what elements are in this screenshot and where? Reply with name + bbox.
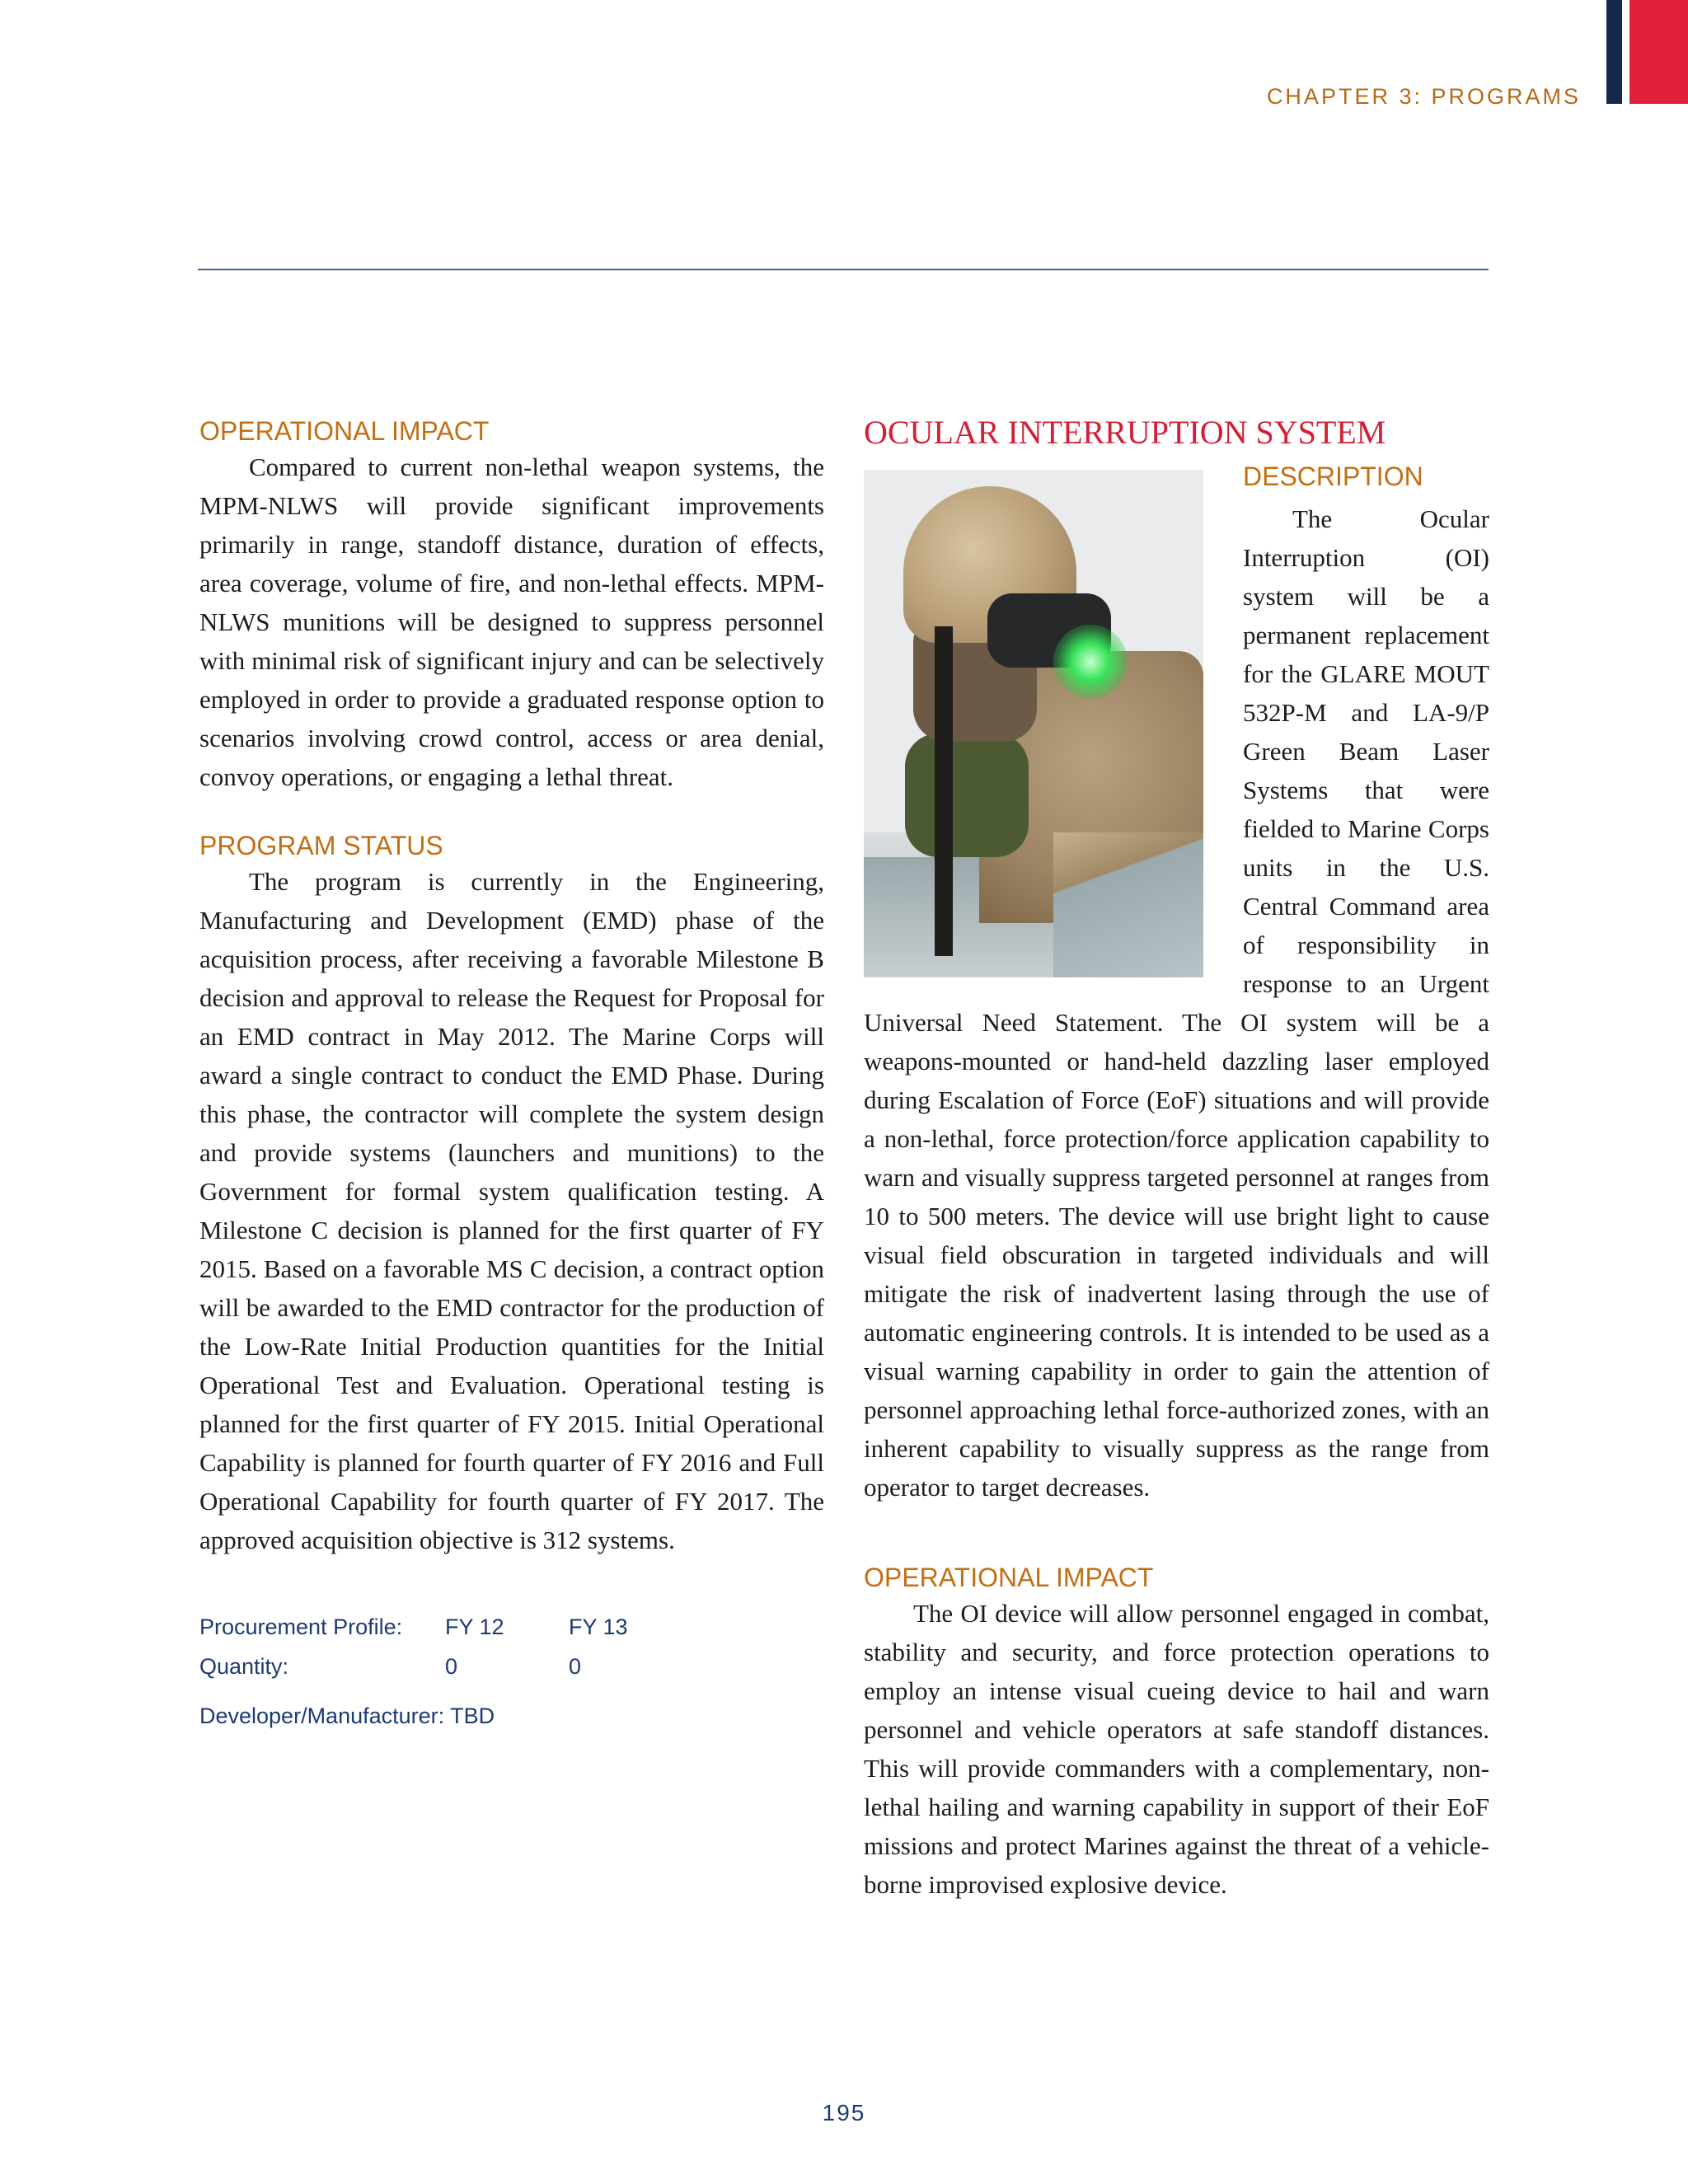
page-number: 195 xyxy=(822,2100,866,2125)
oi-operational-impact-text: The OI device will allow personnel engaged in combat, stability and security, and force protection operations to employ an intense visual cueing device to hail and warn personnel and vehicle operators at safe standoff distances. This will provide commanders with a complementary, non-lethal hailing and warning capability in support of their EoF missions and protect Marines against the threat of a vehicle-borne improvised explosive device. xyxy=(864,1599,1489,1899)
header-rule xyxy=(198,269,1489,270)
oi-operational-impact-heading: OPERATIONAL IMPACT xyxy=(864,1563,1154,1592)
description-text: The Ocular Interruption (OI) system will be a permanent replacement for the GLARE MOUT 532P-M and LA-9/P Green Beam Laser Systems that were fielded to Marine Corps units in the U.S. Central Command area of responsibility in response to an Urgent Universal Need Statement. The OI system will be a weapons-mounted or hand-held dazzling laser employed during Escalation of Force (EoF) situations and will provide a non-lethal, force protection/force application capability to warn and visually suppress targeted personnel at ranges from 10 to 500 meters. The device will use bright light to cause visual field obscuration in targeted individuals and will mitigate the risk of inadvertent lasing through the use of automatic engineering controls. It is intended to be used as a visual warning capability in order to gain the attention of personnel approaching lethal force-authorized zones, with an inherent capability to visually suppress as the range from operator to target decreases. xyxy=(864,504,1489,1502)
procurement-profile xyxy=(199,1607,824,1736)
operational-impact-text: Compared to current non-lethal weapon systems, the MPM-NLWS will provide significant improvements primarily in range, standoff distance, duration of effects, area coverage, volume of fire, and non-lethal effects. MPM-NLWS munitions will be designed to suppress personnel with minimal risk of significant injury and can be selectively employed in order to provide a graduated response option to scenarios involving crowd control, access or area denial, convoy operations, or engaging a lethal threat. xyxy=(199,452,824,791)
program-status-text: The program is currently in the Engineering, Manufacturing and Development (EMD) phase of the acquisition process, after receiving a favorable Milestone B decision and approval to release the Request for Proposal for an EMD contract in May 2012. The Marine Corps will award a single contract to conduct the EMD Phase. During this phase, the contractor will complete the system design and provide systems (launchers and munitions) to the Government for formal system qualification testing. A Milestone C decision is planned for the first quarter of FY 2015. Based on a favorable MS C decision, a contract option will be awarded to the EMD contractor for the production of the Low-Rate Initial Production quantities for the Initial Operational Test and Evaluation. Operational testing is planned for the first quarter of FY 2015. Initial Operational Capability is planned for fourth quarter of FY 2016 and Full Operational Capability for fourth quarter of FY 2017. The approved acquisition objective is 312 systems. xyxy=(199,867,824,1554)
system-title: OCULAR INTERRUPTION SYSTEM xyxy=(864,414,1386,451)
right-column xyxy=(864,412,1489,1904)
procurement-label: Procurement Profile: xyxy=(199,1615,403,1639)
quantity-row xyxy=(199,1647,824,1686)
quantity-fy13: 0 xyxy=(569,1654,582,1679)
quantity-label: Quantity: xyxy=(199,1654,289,1679)
quantity-fy12: 0 xyxy=(445,1654,458,1679)
corner-flag-red xyxy=(1629,0,1688,104)
left-column xyxy=(199,415,824,1736)
corner-flag-navy xyxy=(1606,0,1622,104)
marine-laser-photo xyxy=(864,470,1203,977)
green-laser-glow xyxy=(1053,625,1128,699)
procurement-fy12: FY 12 xyxy=(445,1615,504,1639)
procurement-fy13: FY 13 xyxy=(569,1615,628,1639)
procurement-header-row xyxy=(199,1607,824,1647)
corner-flag-white xyxy=(1599,0,1606,104)
developer-manufacturer: Developer/Manufacturer: TBD xyxy=(199,1704,495,1728)
operational-impact-heading: OPERATIONAL IMPACT xyxy=(199,416,490,446)
description-heading: DESCRIPTION xyxy=(1243,462,1423,491)
program-status-heading: PROGRAM STATUS xyxy=(199,831,443,860)
chapter-header: CHAPTER 3: PROGRAMS xyxy=(1266,84,1581,109)
